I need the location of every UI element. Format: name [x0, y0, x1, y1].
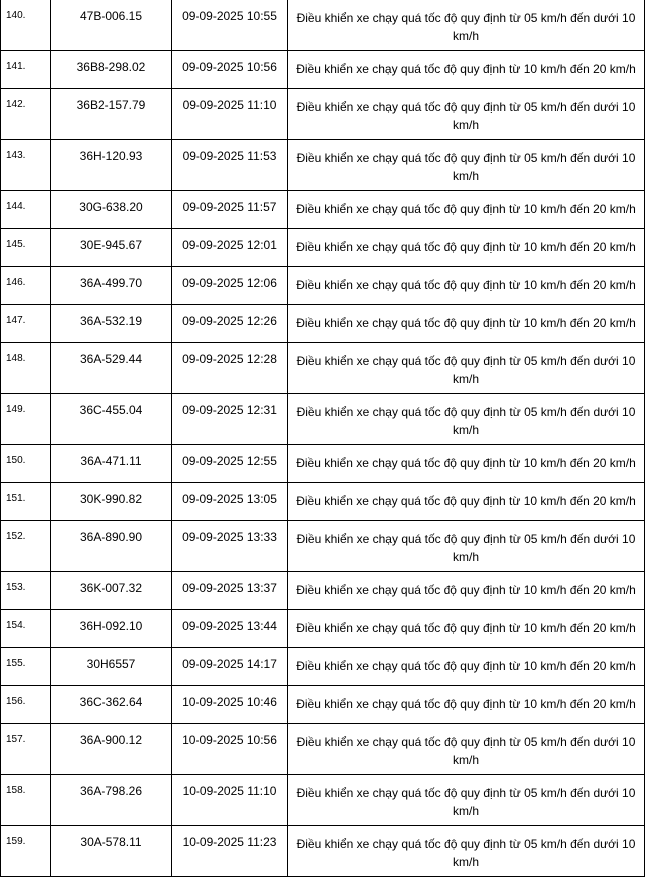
license-plate: 36A-471.11 — [51, 445, 172, 483]
violation-description: Điều khiển xe chạy quá tốc độ quy định từ 10 km/h đến 20 km/h — [288, 483, 645, 521]
violation-description: Điều khiển xe chạy quá tốc độ quy định từ 05 km/h đến dưới 10 km/h — [288, 343, 645, 394]
license-plate: 36B2-157.79 — [51, 89, 172, 140]
license-plate: 30E-945.67 — [51, 229, 172, 267]
row-number: 144. — [1, 191, 51, 229]
license-plate: 30A-578.11 — [51, 826, 172, 877]
table-row — [1, 305, 645, 343]
license-plate: 36H-092.10 — [51, 610, 172, 648]
table-row — [1, 267, 645, 305]
violation-time: 10-09-2025 10:56 — [172, 724, 288, 775]
violation-time: 09-09-2025 12:31 — [172, 394, 288, 445]
violation-description: Điều khiển xe chạy quá tốc độ quy định từ 10 km/h đến 20 km/h — [288, 648, 645, 686]
violation-description: Điều khiển xe chạy quá tốc độ quy định từ 10 km/h đến 20 km/h — [288, 610, 645, 648]
row-number: 140. — [1, 0, 51, 51]
violation-time: 09-09-2025 12:55 — [172, 445, 288, 483]
violation-time: 09-09-2025 12:28 — [172, 343, 288, 394]
table-row — [1, 229, 645, 267]
table-row — [1, 724, 645, 775]
row-number: 152. — [1, 521, 51, 572]
license-plate: 36A-499.70 — [51, 267, 172, 305]
license-plate: 36A-890.90 — [51, 521, 172, 572]
license-plate: 36C-362.64 — [51, 686, 172, 724]
violation-time: 09-09-2025 10:55 — [172, 0, 288, 51]
row-number: 148. — [1, 343, 51, 394]
table-row — [1, 0, 645, 51]
row-number: 147. — [1, 305, 51, 343]
row-number: 141. — [1, 51, 51, 89]
violation-description: Điều khiển xe chạy quá tốc độ quy định từ 05 km/h đến dưới 10 km/h — [288, 826, 645, 877]
violation-description: Điều khiển xe chạy quá tốc độ quy định từ 05 km/h đến dưới 10 km/h — [288, 89, 645, 140]
row-number: 151. — [1, 483, 51, 521]
row-number: 155. — [1, 648, 51, 686]
violation-time: 10-09-2025 11:23 — [172, 826, 288, 877]
violation-time: 10-09-2025 10:46 — [172, 686, 288, 724]
violation-time: 09-09-2025 12:01 — [172, 229, 288, 267]
table-row — [1, 51, 645, 89]
violation-time: 09-09-2025 11:10 — [172, 89, 288, 140]
row-number: 157. — [1, 724, 51, 775]
license-plate: 30G-638.20 — [51, 191, 172, 229]
violation-time: 10-09-2025 11:10 — [172, 775, 288, 826]
violation-time: 09-09-2025 10:56 — [172, 51, 288, 89]
row-number: 145. — [1, 229, 51, 267]
row-number: 143. — [1, 140, 51, 191]
violation-description: Điều khiển xe chạy quá tốc độ quy định từ 10 km/h đến 20 km/h — [288, 305, 645, 343]
violation-time: 09-09-2025 11:57 — [172, 191, 288, 229]
violation-time: 09-09-2025 12:06 — [172, 267, 288, 305]
license-plate: 36C-455.04 — [51, 394, 172, 445]
license-plate: 30H6557 — [51, 648, 172, 686]
violation-time: 09-09-2025 11:53 — [172, 140, 288, 191]
violation-description: Điều khiển xe chạy quá tốc độ quy định từ 05 km/h đến dưới 10 km/h — [288, 0, 645, 51]
violation-time: 09-09-2025 13:33 — [172, 521, 288, 572]
violation-description: Điều khiển xe chạy quá tốc độ quy định từ 10 km/h đến 20 km/h — [288, 191, 645, 229]
row-number: 142. — [1, 89, 51, 140]
license-plate: 36A-529.44 — [51, 343, 172, 394]
violation-description: Điều khiển xe chạy quá tốc độ quy định từ 10 km/h đến 20 km/h — [288, 267, 645, 305]
violation-time: 09-09-2025 14:17 — [172, 648, 288, 686]
table-row — [1, 686, 645, 724]
table-row — [1, 89, 645, 140]
table-row — [1, 648, 645, 686]
row-number: 156. — [1, 686, 51, 724]
table-row — [1, 610, 645, 648]
table-row — [1, 140, 645, 191]
license-plate: 36K-007.32 — [51, 572, 172, 610]
violation-description: Điều khiển xe chạy quá tốc độ quy định từ 05 km/h đến dưới 10 km/h — [288, 775, 645, 826]
table-row — [1, 343, 645, 394]
row-number: 159. — [1, 826, 51, 877]
table-row — [1, 826, 645, 877]
violation-time: 09-09-2025 13:44 — [172, 610, 288, 648]
license-plate: 36A-798.26 — [51, 775, 172, 826]
license-plate: 47B-006.15 — [51, 0, 172, 51]
license-plate: 36B8-298.02 — [51, 51, 172, 89]
violation-description: Điều khiển xe chạy quá tốc độ quy định từ 10 km/h đến 20 km/h — [288, 51, 645, 89]
license-plate: 36A-532.19 — [51, 305, 172, 343]
row-number: 150. — [1, 445, 51, 483]
violation-description: Điều khiển xe chạy quá tốc độ quy định từ 05 km/h đến dưới 10 km/h — [288, 140, 645, 191]
license-plate: 36A-900.12 — [51, 724, 172, 775]
license-plate: 36H-120.93 — [51, 140, 172, 191]
violation-time: 09-09-2025 13:05 — [172, 483, 288, 521]
violation-description: Điều khiển xe chạy quá tốc độ quy định từ 10 km/h đến 20 km/h — [288, 686, 645, 724]
table-row — [1, 572, 645, 610]
row-number: 146. — [1, 267, 51, 305]
violation-time: 09-09-2025 13:37 — [172, 572, 288, 610]
row-number: 158. — [1, 775, 51, 826]
violation-description: Điều khiển xe chạy quá tốc độ quy định từ 05 km/h đến dưới 10 km/h — [288, 521, 645, 572]
violation-time: 09-09-2025 12:26 — [172, 305, 288, 343]
violation-description: Điều khiển xe chạy quá tốc độ quy định từ 10 km/h đến 20 km/h — [288, 229, 645, 267]
table-row — [1, 521, 645, 572]
violation-description: Điều khiển xe chạy quá tốc độ quy định từ 05 km/h đến dưới 10 km/h — [288, 724, 645, 775]
table-row — [1, 445, 645, 483]
table-row — [1, 775, 645, 826]
row-number: 149. — [1, 394, 51, 445]
row-number: 154. — [1, 610, 51, 648]
violation-description: Điều khiển xe chạy quá tốc độ quy định từ 05 km/h đến dưới 10 km/h — [288, 394, 645, 445]
row-number: 153. — [1, 572, 51, 610]
license-plate: 30K-990.82 — [51, 483, 172, 521]
table-row — [1, 191, 645, 229]
violation-description: Điều khiển xe chạy quá tốc độ quy định từ 10 km/h đến 20 km/h — [288, 572, 645, 610]
violation-description: Điều khiển xe chạy quá tốc độ quy định từ 10 km/h đến 20 km/h — [288, 445, 645, 483]
table-row — [1, 483, 645, 521]
table-row — [1, 394, 645, 445]
